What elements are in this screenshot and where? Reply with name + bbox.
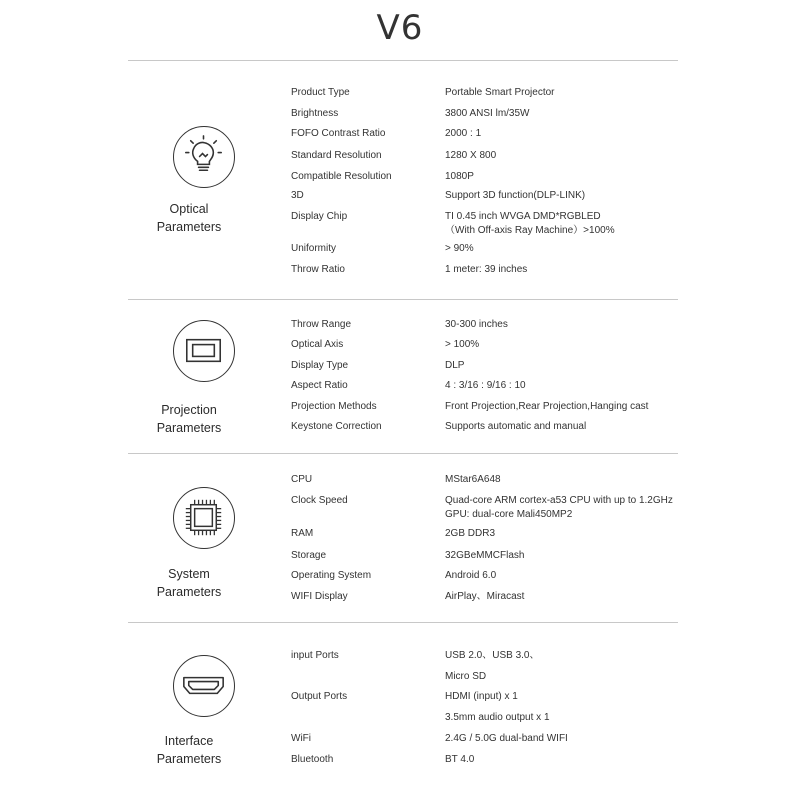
- projection-screen-icon: [173, 320, 235, 382]
- spec-value: [445, 242, 685, 256]
- divider: [128, 299, 678, 300]
- spec-key: Bluetooth: [291, 754, 334, 765]
- spec-value: [445, 549, 685, 563]
- spec-value-line: 2000 : 1: [445, 128, 482, 139]
- section-title-line: Parameters: [156, 421, 222, 435]
- section-title-system: [130, 565, 248, 601]
- spec-value-line: 1080P: [445, 171, 474, 182]
- spec-value: [445, 753, 685, 767]
- spec-value-line: TI 0.45 inch WVGA DMD*RGBLED: [445, 211, 601, 222]
- spec-value-line: > 100%: [445, 339, 480, 350]
- spec-key: Aspect Ratio: [291, 380, 348, 391]
- spec-value-line: Quad-core ARM cortex-a53 CPU with up to 1.2GHz: [445, 495, 673, 506]
- spec-value-line: 2GB DDR3: [445, 528, 496, 539]
- section-title-line: Parameters: [156, 752, 222, 766]
- spec-value: [445, 359, 685, 373]
- spec-key: Standard Resolution: [291, 150, 382, 161]
- spec-value: [445, 107, 685, 121]
- spec-value-line: HDMI (input) x 1: [445, 691, 518, 702]
- spec-value-line: GPU: dual-core Mali450MP2: [445, 509, 573, 520]
- spec-value-line: Micro SD: [445, 671, 487, 682]
- spec-key: Uniformity: [291, 243, 337, 254]
- divider: [128, 453, 678, 454]
- spec-value: [445, 86, 685, 100]
- spec-value-line: MStar6A648: [445, 474, 501, 485]
- spec-value: [445, 338, 685, 352]
- spec-value: [445, 649, 685, 663]
- spec-value-line: DLP: [445, 360, 465, 371]
- spec-value-line: 30-300 inches: [445, 319, 508, 330]
- page-title: V6: [376, 8, 424, 48]
- spec-value: [445, 732, 685, 746]
- spec-key: Output Ports: [291, 691, 348, 702]
- spec-value-line: （With Off-axis Ray Machine）>100%: [445, 225, 615, 236]
- spec-value: [445, 670, 685, 684]
- spec-value-line: 2.4G / 5.0G dual-band WIFI: [445, 733, 568, 744]
- spec-value: [445, 590, 685, 604]
- section-title-interface: [130, 732, 248, 768]
- section-title-line: Projection: [161, 403, 217, 417]
- spec-key: Storage: [291, 550, 327, 561]
- spec-key: Display Type: [291, 360, 349, 371]
- spec-key: Throw Ratio: [291, 264, 345, 275]
- spec-value: [445, 569, 685, 583]
- spec-key: Product Type: [291, 87, 350, 98]
- spec-value-line: 3800 ANSI lm/35W: [445, 108, 530, 119]
- spec-value-line: 1280 X 800: [445, 150, 497, 161]
- spec-value-line: 4 : 3/16 : 9/16 : 10: [445, 380, 526, 391]
- spec-value: [445, 170, 685, 184]
- spec-key: Display Chip: [291, 211, 348, 222]
- section-title-projection: [130, 401, 248, 437]
- spec-value-line: BT 4.0: [445, 754, 475, 765]
- spec-value: [445, 400, 685, 414]
- spec-key: WIFI Display: [291, 591, 348, 602]
- spec-value-line: Front Projection,Rear Projection,Hanging cast: [445, 401, 649, 412]
- spec-key: 3D: [291, 190, 304, 201]
- section-title-line: Parameters: [156, 585, 222, 599]
- divider: [128, 60, 678, 61]
- spec-value-line: Android 6.0: [445, 570, 497, 581]
- cpu-chip-icon: [173, 487, 235, 549]
- spec-key: Operating System: [291, 570, 372, 581]
- spec-key: input Ports: [291, 650, 339, 661]
- spec-key: CPU: [291, 474, 313, 485]
- spec-value: [445, 210, 685, 238]
- lightbulb-icon: [173, 126, 235, 188]
- spec-value: [445, 379, 685, 393]
- spec-value-line: > 90%: [445, 243, 474, 254]
- hdmi-port-icon: [173, 655, 235, 717]
- spec-value: [445, 494, 685, 522]
- spec-key: Keystone Correction: [291, 421, 382, 432]
- spec-value-line: AirPlay、Miracast: [445, 591, 525, 602]
- spec-key: WiFi: [291, 733, 311, 744]
- spec-value: [445, 527, 685, 541]
- section-title-line: System: [168, 567, 210, 581]
- divider: [128, 622, 678, 623]
- spec-key: FOFO Contrast Ratio: [291, 128, 386, 139]
- spec-value-line: USB 2.0、USB 3.0、: [445, 650, 540, 661]
- spec-value-line: 3.5mm audio output x 1: [445, 712, 550, 723]
- spec-value: [445, 189, 685, 203]
- spec-key: Optical Axis: [291, 339, 344, 350]
- spec-value: [445, 711, 685, 725]
- spec-value: [445, 263, 685, 277]
- section-title-line: Interface: [164, 734, 214, 748]
- spec-value-line: 32GBeMMCFlash: [445, 550, 525, 561]
- spec-value: [445, 473, 685, 487]
- spec-key: Projection Methods: [291, 401, 377, 412]
- spec-value: [445, 149, 685, 163]
- spec-value: [445, 690, 685, 704]
- section-title-optical: [130, 200, 248, 236]
- spec-value: [445, 318, 685, 332]
- spec-key: Clock Speed: [291, 495, 348, 506]
- spec-value-line: 1 meter: 39 inches: [445, 264, 528, 275]
- spec-value: [445, 127, 685, 141]
- section-title-line: Parameters: [156, 220, 222, 234]
- spec-value-line: Support 3D function(DLP-LINK): [445, 190, 586, 201]
- spec-key: Compatible Resolution: [291, 171, 392, 182]
- spec-key: Brightness: [291, 108, 339, 119]
- spec-key: Throw Range: [291, 319, 352, 330]
- section-title-line: Optical: [169, 202, 209, 216]
- spec-value: [445, 420, 685, 434]
- spec-value-line: Portable Smart Projector: [445, 87, 555, 98]
- spec-value-line: Supports automatic and manual: [445, 421, 587, 432]
- spec-key: RAM: [291, 528, 314, 539]
